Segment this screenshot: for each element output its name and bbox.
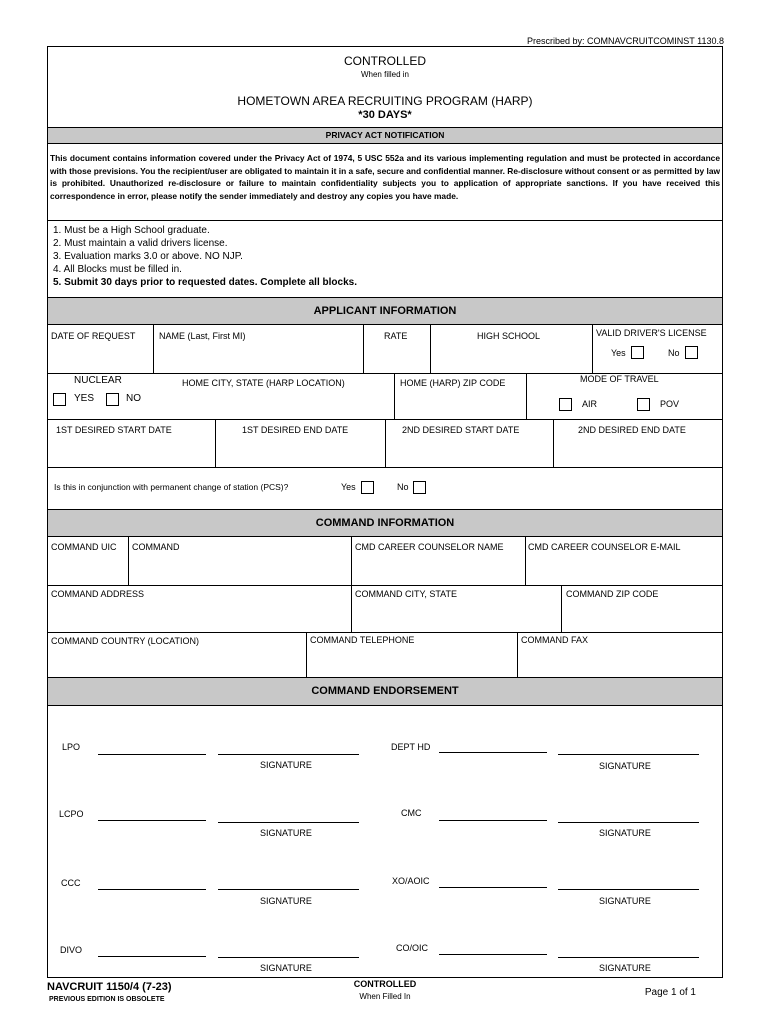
- nuclear-label: NUCLEAR: [74, 375, 122, 386]
- divider: [385, 419, 386, 467]
- pov-checkbox[interactable]: [637, 398, 650, 411]
- xo-label: XO/AOIC: [392, 876, 430, 886]
- divider: [306, 632, 307, 677]
- address-label: COMMAND ADDRESS: [51, 589, 145, 599]
- divider: [48, 467, 722, 468]
- uic-label: COMMAND UIC: [51, 542, 117, 552]
- valid-license-label: VALID DRIVER'S LICENSE: [596, 328, 707, 338]
- previous-edition-note: PREVIOUS EDITION IS OBSOLETE: [49, 996, 165, 1003]
- divo-signature-line[interactable]: [218, 957, 359, 958]
- lcpo-label: LCPO: [59, 809, 84, 819]
- instructions-list: [53, 224, 357, 289]
- prescribed-by: Prescribed by: COMNAVCRUITCOMINST 1130.8: [526, 36, 724, 46]
- divider: [525, 537, 526, 585]
- country-label: COMMAND COUNTRY (LOCATION): [51, 636, 200, 646]
- divider: [430, 325, 431, 373]
- pcs-no-checkbox[interactable]: [413, 481, 426, 494]
- signature-label: SIGNATURE: [260, 760, 312, 770]
- divider: [351, 585, 352, 632]
- divider: [215, 419, 216, 467]
- ccc-name-line[interactable]: [98, 889, 206, 890]
- instruction-item: 4. All Blocks must be filled in.: [53, 264, 182, 275]
- cc-email-label: CMD CAREER COUNSELOR E-MAIL: [528, 542, 681, 552]
- telephone-label: COMMAND TELEPHONE: [310, 635, 415, 645]
- pov-label: POV: [660, 399, 680, 409]
- form-number: NAVCRUIT 1150/4 (7-23): [47, 981, 172, 993]
- divider: [351, 537, 352, 585]
- lpo-name-line[interactable]: [98, 754, 206, 755]
- name-label: NAME (Last, First MI): [159, 331, 246, 341]
- divider: [153, 325, 154, 373]
- applicant-heading: APPLICANT INFORMATION: [48, 297, 722, 325]
- when-filled-label: When filled in: [360, 70, 410, 79]
- air-label: AIR: [582, 399, 598, 409]
- home-zip-label: HOME (HARP) ZIP CODE: [400, 378, 506, 388]
- cc-name-label: CMD CAREER COUNSELOR NAME: [355, 542, 504, 552]
- form-subtitle: *30 DAYS*: [358, 109, 412, 121]
- end2-label: 2ND DESIRED END DATE: [578, 425, 686, 435]
- dept-hd-signature-line[interactable]: [558, 754, 699, 755]
- lpo-signature-line[interactable]: [218, 754, 359, 755]
- command-label: COMMAND: [132, 542, 180, 552]
- xo-signature-line[interactable]: [558, 889, 699, 890]
- signature-label: SIGNATURE: [260, 828, 312, 838]
- divider: [48, 632, 722, 633]
- start1-label: 1ST DESIRED START DATE: [56, 425, 172, 435]
- home-city-label: HOME CITY, STATE (HARP LOCATION): [182, 378, 345, 388]
- footer-controlled: CONTROLLED: [353, 979, 417, 989]
- lpo-label: LPO: [62, 742, 81, 752]
- license-no-label: No: [668, 348, 680, 358]
- rate-label: RATE: [384, 331, 408, 341]
- divo-label: DIVO: [60, 945, 83, 955]
- privacy-text: This document contains information covered under the Privacy Act of 1974, 5 USC 552a and its various implementing regulation and must be protected in accordance with those previsions. You the recipient/user are obligated to maintain it in a safe, secure and confidential manner. Re-disclosure without consent or as permitted by law is prohibited. Unauthorized re-disclosure or failure to maintain confidentiality subjects you to application of appropriate sanctions. If you have received this correspondence in error, please notify the sender immediately and destroy any copies you have made.: [50, 153, 720, 201]
- date-of-request-label: DATE OF REQUEST: [51, 331, 136, 341]
- zip-label: COMMAND ZIP CODE: [566, 589, 659, 599]
- nuclear-yes-label: YES: [74, 393, 95, 404]
- air-checkbox[interactable]: [559, 398, 572, 411]
- end1-label: 1ST DESIRED END DATE: [242, 425, 349, 435]
- divider: [561, 585, 562, 632]
- harp-form: [47, 46, 723, 978]
- divider: [592, 325, 593, 373]
- divider: [128, 537, 129, 585]
- license-no-checkbox[interactable]: [685, 346, 698, 359]
- ccc-label: CCC: [61, 878, 81, 888]
- instruction-item: 1. Must be a High School graduate.: [53, 225, 210, 236]
- command-heading: COMMAND INFORMATION: [48, 509, 722, 537]
- form-header: [48, 47, 722, 127]
- start2-label: 2ND DESIRED START DATE: [402, 425, 520, 435]
- license-yes-checkbox[interactable]: [631, 346, 644, 359]
- co-name-line[interactable]: [439, 954, 547, 955]
- pcs-question: Is this in conjunction with permanent change of station (PCS)?: [54, 482, 289, 492]
- nuclear-no-checkbox[interactable]: [106, 393, 119, 406]
- divider: [553, 419, 554, 467]
- lcpo-signature-line[interactable]: [218, 822, 359, 823]
- divider: [48, 585, 722, 586]
- privacy-heading: PRIVACY ACT NOTIFICATION: [48, 127, 722, 144]
- lcpo-name-line[interactable]: [98, 820, 206, 821]
- endorsement-heading: COMMAND ENDORSEMENT: [48, 677, 722, 706]
- nuclear-no-label: NO: [126, 393, 141, 404]
- divider: [363, 325, 364, 373]
- signature-label: SIGNATURE: [260, 963, 312, 973]
- cmc-signature-line[interactable]: [558, 822, 699, 823]
- pcs-no-label: No: [397, 482, 409, 492]
- xo-name-line[interactable]: [439, 887, 547, 888]
- divider: [517, 632, 518, 677]
- co-signature-line[interactable]: [558, 957, 699, 958]
- signature-label: SIGNATURE: [599, 896, 651, 906]
- page-number: Page 1 of 1: [644, 987, 696, 998]
- dept-hd-name-line[interactable]: [439, 752, 547, 753]
- cmc-label: CMC: [401, 808, 422, 818]
- form-title: HOMETOWN AREA RECRUITING PROGRAM (HARP): [237, 94, 533, 108]
- mode-travel-label: MODE OF TRAVEL: [580, 374, 659, 384]
- instruction-item: 3. Evaluation marks 3.0 or above. NO NJP.: [53, 251, 243, 262]
- divo-name-line[interactable]: [98, 956, 206, 957]
- cmc-name-line[interactable]: [439, 820, 547, 821]
- instruction-item: 5. Submit 30 days prior to requested dates. Complete all blocks.: [53, 277, 357, 288]
- signature-label: SIGNATURE: [260, 896, 312, 906]
- pcs-yes-checkbox[interactable]: [361, 481, 374, 494]
- signature-label: SIGNATURE: [599, 963, 651, 973]
- signature-label: SIGNATURE: [599, 828, 651, 838]
- footer-when-filled: When Filled In: [359, 992, 411, 1001]
- fax-label: COMMAND FAX: [521, 635, 589, 645]
- divider: [48, 220, 722, 221]
- divider: [526, 373, 527, 419]
- instruction-item: 2. Must maintain a valid drivers license.: [53, 238, 228, 249]
- nuclear-yes-checkbox[interactable]: [53, 393, 66, 406]
- co-label: CO/OIC: [396, 943, 429, 953]
- city-state-label: COMMAND CITY, STATE: [355, 589, 458, 599]
- divider: [394, 373, 395, 419]
- dept-hd-label: DEPT HD: [391, 742, 431, 752]
- high-school-label: HIGH SCHOOL: [477, 331, 541, 341]
- controlled-label: CONTROLLED: [343, 54, 426, 68]
- pcs-yes-label: Yes: [341, 482, 356, 492]
- signature-label: SIGNATURE: [599, 761, 651, 771]
- license-yes-label: Yes: [611, 348, 626, 358]
- ccc-signature-line[interactable]: [218, 889, 359, 890]
